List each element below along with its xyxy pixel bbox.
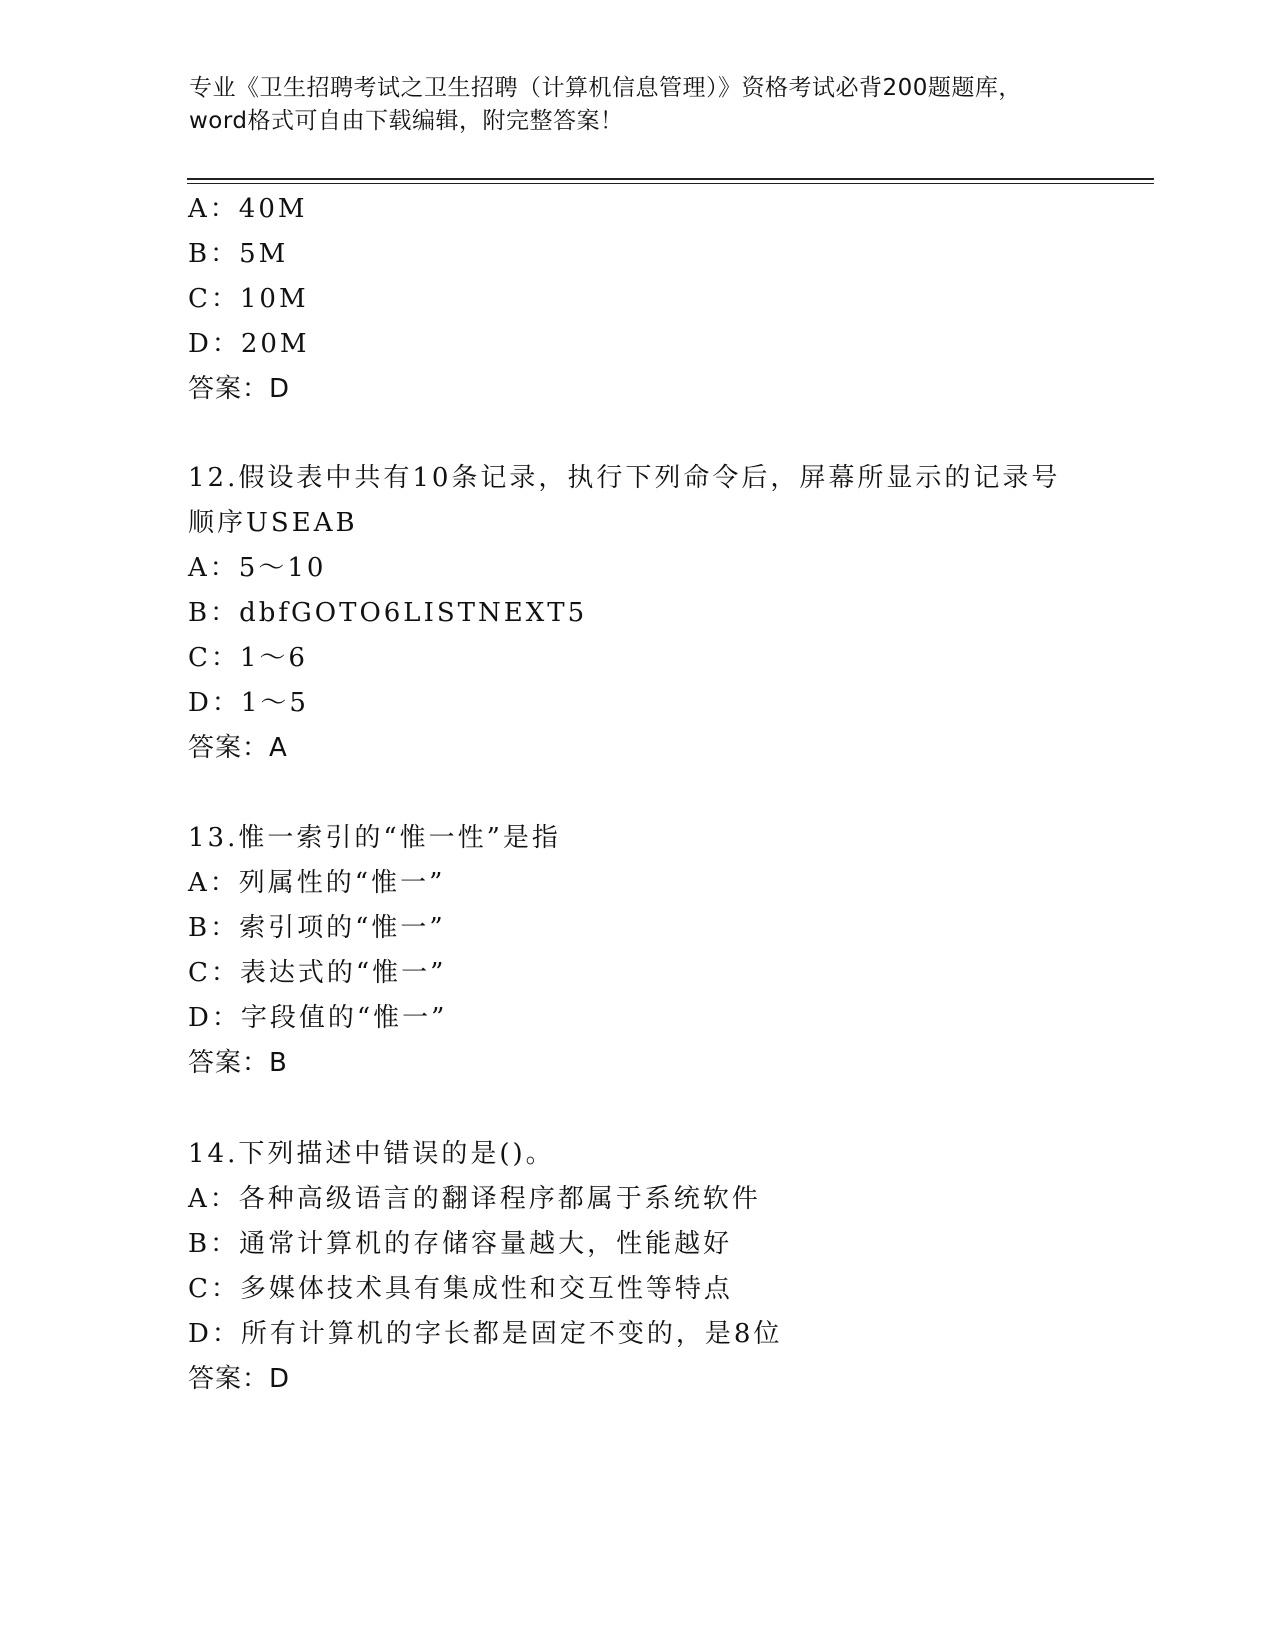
q13-option-d: D：字段值的“惟一” <box>188 1003 448 1033</box>
q13-option-c: C：表达式的“惟一” <box>188 958 447 988</box>
header-line-1: 专业《卫生招聘考试之卫生招聘（计算机信息管理）》资格考试必背200题题库， <box>189 75 1022 101</box>
q13-option-a: A：列属性的“惟一” <box>188 868 446 898</box>
q12-answer: 答案：A <box>188 733 288 763</box>
q11-option-d: D：20M <box>188 329 310 359</box>
q12-option-a: A：5～10 <box>188 553 327 583</box>
header-divider-thick <box>187 178 1154 180</box>
header-divider-thin <box>187 183 1154 184</box>
q14-stem: 14.下列描述中错误的是()。 <box>188 1139 555 1169</box>
q11-option-b: B：5M <box>188 239 289 269</box>
q12-option-d: D：1～5 <box>188 688 309 718</box>
q11-option-a: A：40M <box>188 194 308 224</box>
q14-option-a: A：各种高级语言的翻译程序都属于系统软件 <box>188 1184 761 1214</box>
q14-option-b: B：通常计算机的存储容量越大，性能越好 <box>188 1229 733 1259</box>
q12-stem-line-1: 12.假设表中共有10条记录，执行下列命令后，屏幕所显示的记录号 <box>188 463 1061 493</box>
q13-answer: 答案：B <box>188 1048 288 1078</box>
q11-answer: 答案：D <box>188 374 291 404</box>
q12-stem-line-2: 顺序USEAB <box>188 508 358 538</box>
q12-option-c: C：1～6 <box>188 643 308 673</box>
q13-stem: 13.惟一索引的“惟一性”是指 <box>188 823 561 853</box>
document-header <box>189 72 1089 138</box>
q13-option-b: B：索引项的“惟一” <box>188 913 446 943</box>
q12-option-b: B：dbfGOTO6LISTNEXT5 <box>188 598 588 628</box>
q14-answer: 答案：D <box>188 1364 291 1394</box>
q14-option-c: C：多媒体技术具有集成性和交互性等特点 <box>188 1274 733 1304</box>
q14-option-d: D：所有计算机的字长都是固定不变的，是8位 <box>188 1319 783 1349</box>
header-line-2: word格式可自由下载编辑，附完整答案！ <box>189 108 624 134</box>
q11-option-c: C：10M <box>188 284 309 314</box>
